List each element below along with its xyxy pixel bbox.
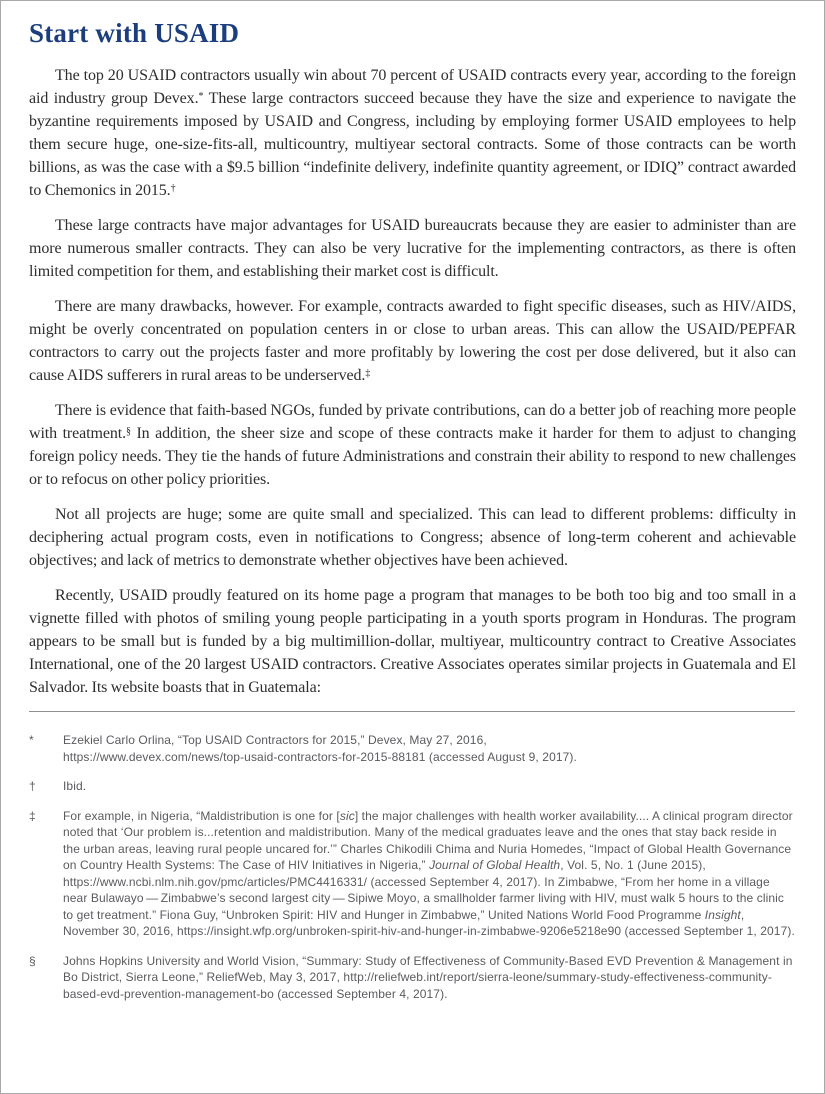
body-paragraph (29, 214, 796, 283)
text-run: , Vol. 5, No. 1 (June 2015), https://www.ncbi.nlm.nih.gov/pmc/articles/PMC4416331/ (accessed September 4, 2017). In Zimbabwe, “From her home in a village near Bulawayo — Zimbabwe’s second largest city — Sipiwe Moyo, a smallholder farmer living with HIV, must walk 5 hours to the clinic to get treatment.” Fiona Guy, “Unbroken Spirit: HIV and Hunger in Zimbabwe,” United Nations World Food Programme (63, 858, 784, 922)
text-run: https://www.devex.com/news/top-usaid-contractors-for-2015-88181 (accessed August 9, 2017). (63, 749, 577, 764)
footnote-text (63, 778, 796, 795)
footnote-item (29, 808, 796, 940)
text-run: ] the major challenges with health worker availability.... A clinical program director noted that ‘Our problem is...retention and maldistribution. Many of the medical graduates leave and the ones that stay back reside in the urban areas, leaving rural people uncared for.’” Charles Chikodili Chima and Nuria Homedes, “Impact of Global Health Governance on Country Health Systems: The Case of HIV Initiatives in Nigeria,” (63, 808, 793, 872)
page-content (1, 1, 824, 1002)
footnote-item (29, 953, 796, 1003)
body-paragraph (29, 503, 796, 572)
footnote-text (63, 808, 796, 940)
italic-text-run: Journal of Global Health (429, 858, 561, 872)
footnote-text (63, 732, 796, 765)
italic-text-run: sic (339, 808, 355, 823)
text-run: Johns Hopkins University and World Vision, “Summary: Study of Effectiveness of Community-Based EVD Prevention & Management in Bo District, Sierra Leone,” ReliefWeb, May 3, 2017, http://reliefweb.int/report/sierra-leone/summary-study-effectiveness-community-based-evd-prevention-management-bo (accessed September 4, 2017). (63, 953, 793, 1001)
footnote-separator-rule (29, 711, 795, 712)
body-paragraph (29, 584, 796, 699)
footnotes-section (29, 732, 796, 1002)
footnote-marker: * (29, 733, 34, 747)
text-run: These large contracts have major advantages for USAID bureaucrats because they are easier to administer than are more numerous smaller contracts. They can also be very lucrative for the implementing contractors, as there is often limited competition for them, and establishing their market cost is difficult. (29, 217, 796, 280)
italic-text-run: Insight (704, 907, 741, 922)
text-run: Ibid. (63, 779, 87, 793)
footnote-item (29, 732, 796, 765)
text-run: There are many drawbacks, however. For example, contracts awarded to fight specific diseases, such as HIV/AIDS, might be overly concentrated on population centers in or close to urban areas. This can allow the USAID/PEPFAR contractors to carry out the projects faster and more profitably by lowering the cost per dose delivered, but it also can cause AIDS sufferers in rural areas to be underserved. (29, 298, 796, 384)
footnote-reference-mark: † (170, 182, 176, 194)
body-paragraph (29, 295, 796, 387)
footnote-reference-mark: § (126, 425, 131, 437)
footnote-marker: ‡ (29, 808, 36, 823)
page-title: Start with USAID (29, 18, 240, 48)
footnote-reference-mark: ‡ (365, 367, 371, 379)
text-run: These large contractors succeed because they have the size and experience to navigate the byzantine requirements imposed by USAID and Congress, including by employing former USAID employees to help them secure huge, one-size-fits-all, multicountry, multiyear sectoral contracts. Some of those contracts can be worth billions, as was the case with a $9.5 billion “indefinite delivery, indefinite quantity agreement, or IDIQ” contract awarded to Chemonics in 2015. (29, 90, 796, 199)
text-run: In addition, the sheer size and scope of these contracts make it harder for them to adjust to changing foreign policy needs. They tie the hands of future Administrations and constrain their ability to respond to new challenges or to refocus on other policy priorities. (29, 425, 796, 488)
text-run: , November 30, 2016, https://insight.wfp.org/unbroken-spirit-hiv-and-hunger-in-zimbabwe-9206e5218e90 (accessed September 1, 2017). (63, 907, 795, 938)
footnote-marker: † (29, 779, 36, 793)
footnote-reference-mark: * (198, 90, 204, 102)
text-run: There is evidence that faith-based NGOs, funded by private contributions, can do a better job of reaching more people with treatment. (29, 402, 796, 442)
body-paragraph (29, 64, 796, 202)
text-run: Ezekiel Carlo Orlina, “Top USAID Contractors for 2015,” Devex, May 27, 2016, (63, 733, 487, 747)
body-paragraph (29, 399, 796, 491)
footnote-item (29, 778, 796, 795)
text-run: Recently, USAID proudly featured on its home page a program that manages to be both too big and too small in a vignette filled with photos of smiling young people participating in a youth sports program in Honduras. The program appears to be small but is funded by a big multimillion-dollar, multiyear, multicountry contract to Creative Associates International, one of the 20 largest USAID contractors. Creative Associates operates similar projects in Guatemala and El Salvador. Its website boasts that in Guatemala: (29, 587, 796, 696)
text-run: For example, in Nigeria, “Maldistribution is one for [ (63, 808, 340, 823)
text-run: The top 20 USAID contractors usually win about 70 percent of USAID contracts every year, according to the foreign aid industry group Devex. (29, 67, 796, 107)
text-run: Not all projects are huge; some are quite small and specialized. This can lead to different problems: difficulty in deciphering actual program costs, even in notifications to Congress; absence of long-term coherent and achievable objectives; and lack of metrics to demonstrate whether objectives have been achieved. (29, 506, 796, 569)
article-body (29, 64, 796, 699)
footnote-marker: § (29, 953, 36, 968)
footnote-text (63, 953, 796, 1003)
